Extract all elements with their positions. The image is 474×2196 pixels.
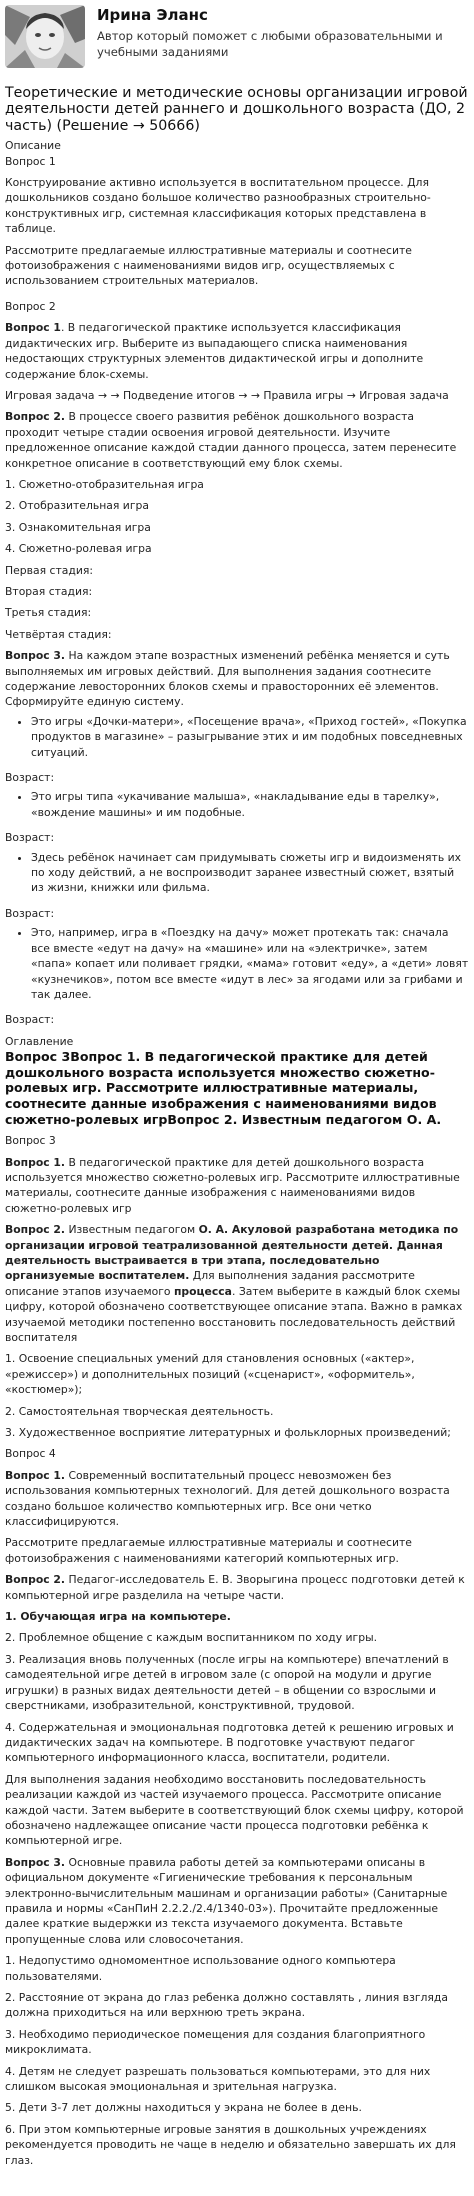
stage-item: 3. Ознакомительная игра xyxy=(5,520,151,534)
question-4-part-1-text: Современный воспитательный процесс невозможен без использования компьютерных технологий. Для детей дошкольного возраста создано большое количество компьютерных игр. Все они четко классифицируются. xyxy=(5,1468,450,1529)
question-3-part-2-text-c: Для выполнения задания рассмотрите описание этапов изучаемого xyxy=(5,1269,415,1298)
question-3-part-2-text-a: Известным педагогом xyxy=(65,1223,199,1237)
game-description-item: • Это, например, игра в «Поездку на дачу» может протекать так: сначала все вместе «едут на дачу» на «машине» или на «электричке», затем «папа» копает или поливает грядки, «мама» готовит «еду», а «дети» ловят «кузнечиков», потом все вместе «идут в лес» за ягодами или за грибами и так далее. xyxy=(31,925,469,1002)
author-description: Автор который поможет с любыми образовательными и учебными заданиями xyxy=(97,29,443,59)
preparation-step xyxy=(5,1609,469,1624)
question-2-part-1-heading: Вопрос 1 xyxy=(5,321,61,335)
question-3-part-2-text-e: . Затем выберите в каждый блок схемы цифру, которой обозначено соответствующее описание этапа. Важно в рамках изучаемой методики постепенно восстановить последовательность действий воспитателя xyxy=(5,1284,463,1344)
sanpin-rule: 5. Дети 3-7 лет должны находиться у экрана не более в день. xyxy=(5,2101,362,2115)
game-description-list xyxy=(5,925,469,1002)
sanpin-rule: 3. Необходимо периодическое помещения для создания благоприятного микроклимата. xyxy=(5,2027,426,2057)
question-4-part-2-heading: Вопрос 2. xyxy=(5,1573,66,1587)
sanpin-rule: 2. Расстояние от экрана до глаз ребенка должно составлять , линия взгляда должна приходиться на или верхнюю треть экрана. xyxy=(5,1991,448,2020)
stage-item: 4. Сюжетно-ролевая игра xyxy=(5,542,152,556)
game-description-item: • Здесь ребёнок начинает сам придумывать сюжеты игр и видоизменять их по ходу действий, а не воспроизводит заранее известный сюжет, взятый из жизни, книжки или фильма. xyxy=(31,850,469,896)
table-of-contents-label: Оглавление xyxy=(5,1034,74,1048)
question-4-part-3 xyxy=(5,1855,469,1947)
question-3-part-2-heading: Вопрос 2. xyxy=(5,1223,66,1237)
stage-item: 2. Отобразительная игра xyxy=(5,499,149,513)
question-4-instructions: Для выполнения задания необходимо восстановить последовательность реализации каждой из частей изучаемого процесса. Рассмотрите описание каждой части. Затем выберите в соответствующий блок схемы цифру, которой обозначено надлежащее описание части процесса подготовки ребёнка к компьютерной игре. xyxy=(5,1772,464,1848)
question-4-part-1 xyxy=(5,1468,469,1530)
question-2-part-3-text: На каждом этапе возрастных изменений ребёнка меняется и суть выполняемых им игровых действий. Для выполнения задания соотнесите содержание левосторонних блоков схемы и правосторонних её элементов. Сформируйте единую систему. xyxy=(5,649,450,709)
question-1-text-2: Рассмотрите предлагаемые иллюстративные материалы и соотнесите фотоизображения с наименованиями видов игр, осуществляемых с использованием строительных материалов. xyxy=(5,243,412,288)
author-avatar[interactable] xyxy=(5,5,85,68)
stage-label: Первая стадия: xyxy=(5,563,93,577)
question-4-label: Вопрос 4 xyxy=(5,1447,56,1461)
game-description-list xyxy=(5,714,469,760)
stage-label: Четвёртая стадия: xyxy=(5,627,112,641)
question-4-part-3-heading: Вопрос 3. xyxy=(5,1855,66,1869)
age-label: Возраст: xyxy=(5,771,55,785)
preparation-step: 4. Содержательная и эмоциональная подготовка детей к решению игровых и дидактических задач на компьютере. В подготовке участвуют педагог компьютерного информационного класса, воспитатели, родители. xyxy=(5,1720,454,1765)
table-of-contents-heading[interactable]: Вопрос 3Вопрос 1. В педагогической практике для детей дошкольного возраста используется множество сюжетно-ролевых игр. Рассмотрите иллюстративные материалы, соотнесите данные изображения с наименованиями видов сюжетно-ролевых игрВопрос 2. Известным педагогом О. А. xyxy=(5,1049,442,1127)
question-2-part-1 xyxy=(5,320,469,382)
question-1-text-1: Конструирование активно используется в воспитательном процессе. Для дошкольников создано большое количество разнообразных строительно-конструктивных игр, системная классификация которых представлена в таблице. xyxy=(5,176,431,236)
didactic-game-chain: Игровая задача → → Подведение итогов → → Правила игры → Игровая задача xyxy=(5,388,449,402)
author-info xyxy=(97,5,469,60)
preparation-step-text: 1. Обучающая игра на компьютере. xyxy=(5,1610,231,1624)
question-3-part-2-text-d: процесса xyxy=(173,1284,232,1298)
question-2-label: Вопрос 2 xyxy=(5,299,56,313)
age-label: Возраст: xyxy=(5,1013,55,1027)
age-label: Возраст: xyxy=(5,831,55,845)
sanpin-rule: 6. При этом компьютерные игровые занятия в дошкольных учреждениях рекомендуется проводить не чаще в неделю и обязательно завершать их для глаз. xyxy=(5,2122,456,2167)
stage-label: Вторая стадия: xyxy=(5,584,93,598)
question-1-label: Вопрос 1 xyxy=(5,154,56,168)
theatre-stage-item: 2. Самостоятельная творческая деятельность. xyxy=(5,1404,274,1418)
game-description-list xyxy=(5,789,469,820)
sanpin-rule: 1. Недопустимо одномоментное использование одного компьютера пользователями. xyxy=(5,1954,396,1983)
game-description-item: • Это игры «Дочки-матери», «Посещение врача», «Приход гостей», «Покупка продуктов в магазине» – разыгрывание этих и им подобных повседневных ситуаций. xyxy=(31,714,469,760)
question-3-part-1 xyxy=(5,1155,469,1217)
question-3-part-2 xyxy=(5,1222,469,1345)
description-label: Описание xyxy=(5,139,61,153)
author-name[interactable]: Ирина Эланс xyxy=(97,6,208,24)
game-description-list xyxy=(5,850,469,896)
question-3-part-2-text-b: О. А. Акуловой разработана методика по организации игровой театрализованной деятельности детей. Данная деятельность выстраивается в три этапа, последовательно организуемые воспитателем. xyxy=(5,1223,459,1283)
question-4-part-1-heading: Вопрос 1. xyxy=(5,1468,66,1482)
question-2-part-1-text: . В педагогической практике используется классификация дидактических игр. Выберите из выпадающего списка наименования недостающих структурных элементов дидактической игры и дополните содержание блок-схемы. xyxy=(5,321,424,381)
stage-label: Третья стадия: xyxy=(5,606,92,620)
question-2-part-2-heading: Вопрос 2. xyxy=(5,410,66,424)
author-header xyxy=(5,5,469,73)
avatar-photo xyxy=(5,5,85,68)
question-4-text: Рассмотрите предлагаемые иллюстративные материалы и соотнесите фотоизображения с наименованиями категорий компьютерных игр. xyxy=(5,1536,412,1565)
question-4-part-2-text: Педагог-исследователь Е. В. Зворыгина процесс подготовки детей к компьютерной игре разделила на четыре части. xyxy=(5,1573,465,1602)
preparation-step: 2. Проблемное общение с каждым воспитанником по ходу игры. xyxy=(5,1631,378,1645)
sanpin-rule: 4. Детям не следует разрешать пользоваться компьютерами, это для них слишком высокая эмоциональная и зрительная нагрузка. xyxy=(5,2064,431,2094)
question-3-part-1-heading: Вопрос 1. xyxy=(5,1155,66,1169)
question-4-part-2 xyxy=(5,1572,469,1603)
preparation-step: 3. Реализация вновь полученных (после игры на компьютере) впечатлений в самодеятельной игре детей в игровом зале (с опорой на модули и другие игрушки) в разных видах деятельности детей – в общении со взрослыми и сверстниками, изобразительной, конструктивной, трудовой. xyxy=(5,1652,449,1713)
question-2-part-3-heading: Вопрос 3. xyxy=(5,649,66,663)
question-2-part-2-text: В процессе своего развития ребёнок дошкольного возраста проходит четыре стадии освоения игровой деятельности. Изучите предложенное описание каждой стадии данного процесса, затем перенесите конкретное описание в соответствующий ему блок схемы. xyxy=(5,410,457,470)
question-3-label: Вопрос 3 xyxy=(5,1134,56,1148)
question-2-part-2 xyxy=(5,409,469,471)
game-description-item: • Это игры типа «укачивание малыша», «накладывание еды в тарелку», «вождение машины» и им подобные. xyxy=(31,789,469,820)
stage-item: 1. Сюжетно-отобразительная игра xyxy=(5,477,204,491)
page-title: Теоретические и методические основы организации игровой деятельности детей раннего и дошкольного возраста (ДО, 2 часть) (Решение → 50666) xyxy=(5,85,468,134)
question-4-part-3-text: Основные правила работы детей за компьютерами описаны в официальном документе «Гигиенические требования к персональным электронно-вычислительным машинам и организации работы» (Санитарные правила и нормы «СанПиН 2.2.2./2.4/1340-03»). Прочитайте предложенные далее краткие выдержки из текста изучаемого документа. Вставьте пропущенные слова или словосочетания. xyxy=(5,1855,448,1946)
question-2-part-3 xyxy=(5,648,469,710)
theatre-stage-item: 3. Художественное восприятие литературных и фольклорных произведений; xyxy=(5,1426,451,1439)
age-label: Возраст: xyxy=(5,906,55,920)
question-3-part-1-text: В педагогической практике для детей дошкольного возраста используется множество сюжетно-ролевых игр. Рассмотрите иллюстративные материалы, соотнесите данные изображения с наименованиями видов сюжетно-ролевых игр xyxy=(5,1155,460,1215)
theatre-stage-item: 1. Освоение специальных умений для становления основных («актер», «режиссер») и дополнительных позиций («сценарист», «оформитель», «костюмер»); xyxy=(5,1352,415,1397)
